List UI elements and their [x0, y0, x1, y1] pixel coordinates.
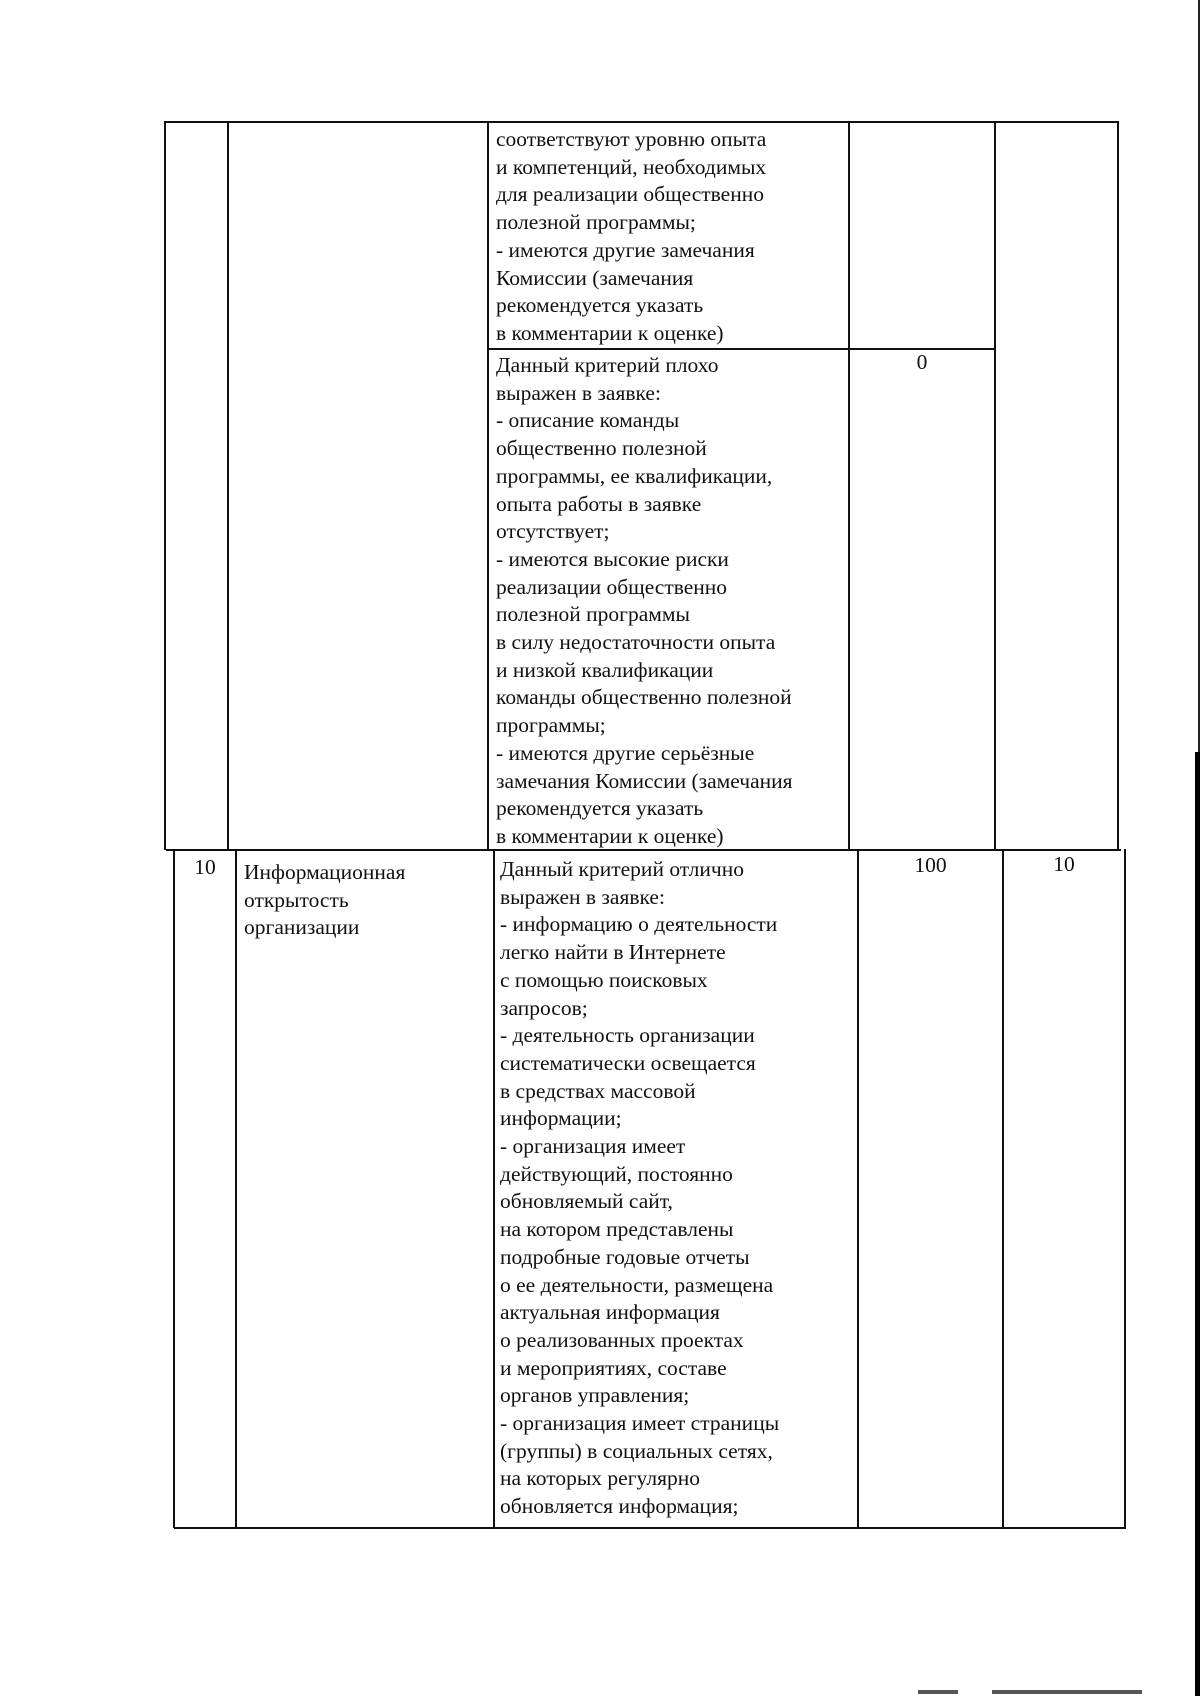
criterion-name: Информационная открытость организации [244, 860, 406, 940]
col-line-1 [164, 121, 166, 850]
score-zero: 0 [916, 350, 928, 374]
table-top-border [164, 121, 1118, 123]
table-bottom-border [174, 1527, 1126, 1529]
col-line-5 [994, 121, 996, 850]
col-line-2b [235, 849, 237, 1528]
scan-edge-thick [1195, 752, 1200, 1696]
scan-bottom-mark [918, 1690, 958, 1694]
col-line-3b [493, 849, 495, 1528]
col-line-5b [1002, 849, 1004, 1528]
weight: 10 [1053, 852, 1075, 876]
row-number: 10 [194, 855, 216, 879]
col-line-2 [227, 121, 229, 850]
col-line-3 [487, 121, 489, 850]
col-line-4b [857, 849, 859, 1528]
score-max: 100 [914, 853, 947, 877]
col-line-4 [848, 121, 850, 850]
col-line-1b [173, 849, 175, 1528]
criterion-text-excellent: Данный критерий отлично выражен в заявке: - информацию о деятельности легко найти в Интернете с помощью поисковых запросов; - деятельность организации систематически освещается в средствах массовой информации; - организация имеет действующий, постоянно обновляемый сайт, на котором представлены подробные годовые отчеты о ее деятельности, размещена актуальная информация о реализованных проектах и мероприятиях, составе органов управления; - организация имеет страницы (группы) в социальных сетях, на которых регулярно обновляется информация; [500, 857, 780, 1519]
criterion-text-poor: Данный критерий плохо выражен в заявке: - описание команды общественно полезной программы, ее квалификации, опыта работы в заявке отсутствует; - имеются высокие риски реализации общественно полезной программы в силу недостаточности опыта и низкой квалификации команды общественно полезной программы; - имеются другие серьёзные замечания Комиссии (замечания рекомендуется указать в комментарии к оценке) [496, 353, 793, 848]
criterion-text-continued: соответствуют уровню опыта и компетенций, необходимых для реализации общественно полезной программы; - имеются другие замечания Комиссии (замечания рекомендуется указать в комментарии к оценке) [496, 127, 767, 345]
scan-bottom-mark [992, 1690, 1142, 1694]
col-line-6b [1124, 849, 1126, 1528]
col-line-6 [1117, 121, 1119, 850]
